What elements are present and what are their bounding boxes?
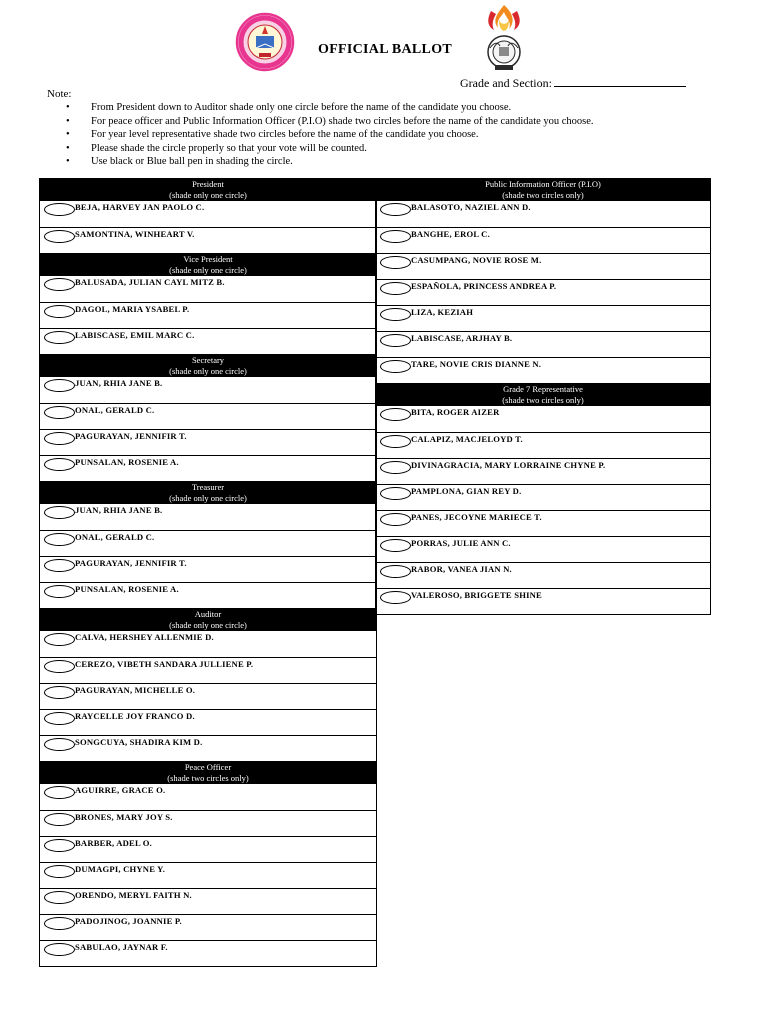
section-header-public-information-officer-p-i-o xyxy=(376,178,710,201)
ballot-right-column xyxy=(375,178,711,615)
section-header-vice-president xyxy=(40,253,376,276)
candidate-name: ORENDO, MERYL FAITH N. xyxy=(75,890,192,900)
vote-oval[interactable] xyxy=(44,230,75,243)
vote-oval[interactable] xyxy=(380,256,411,269)
vote-oval[interactable] xyxy=(380,282,411,295)
candidate-row xyxy=(40,429,376,455)
candidate-row xyxy=(40,683,376,709)
candidate-row xyxy=(376,432,710,458)
candidate-name: CALAPIZ, MACJELOYD T. xyxy=(411,434,523,444)
candidate-name: BANGHE, EROL C. xyxy=(411,229,490,239)
vote-oval[interactable] xyxy=(44,660,75,673)
vote-oval[interactable] xyxy=(380,408,411,421)
candidate-name: DUMAGPI, CHYNE Y. xyxy=(75,864,166,874)
candidate-row xyxy=(376,536,710,562)
candidate-name: BALUSADA, JULIAN CAYL MITZ B. xyxy=(75,277,225,287)
candidate-name: TARE, NOVIE CRIS DIANNE N. xyxy=(411,359,542,369)
section-title: Treasurer xyxy=(191,482,225,492)
candidate-name: PAGURAYAN, MICHELLE O. xyxy=(75,685,196,695)
candidate-row xyxy=(40,836,376,862)
candidate-row xyxy=(376,227,710,253)
notes-list xyxy=(66,101,594,169)
vote-oval[interactable] xyxy=(44,533,75,546)
candidate-name: CALVA, HERSHEY ALLENMIE D. xyxy=(75,632,214,642)
ballot-title: OFFICIAL BALLOT xyxy=(318,42,453,57)
section-instruction: (shade two circles only) xyxy=(502,394,584,405)
candidate-name: SABULAO, JAYNAR F. xyxy=(75,942,168,952)
candidate-row xyxy=(40,556,376,582)
grade-and-section-blank[interactable] xyxy=(554,75,686,87)
candidate-row xyxy=(40,328,376,354)
section-instruction: (shade only one circle) xyxy=(169,365,247,376)
candidate-name: PAGURAYAN, JENNIFIR T. xyxy=(75,558,187,568)
vote-oval[interactable] xyxy=(44,406,75,419)
candidate-row xyxy=(40,377,376,403)
note-item: • Please shade the circle properly so that your vote will be counted. xyxy=(66,142,594,156)
candidate-name: PORRAS, JULIE ANN C. xyxy=(411,538,511,548)
candidate-row xyxy=(40,940,376,966)
vote-oval[interactable] xyxy=(380,487,411,500)
candidate-row xyxy=(40,227,376,253)
candidate-name: CEREZO, VIBETH SANDARA JULLIENE P. xyxy=(75,659,254,669)
candidate-name: DAGOL, MARIA YSABEL P. xyxy=(75,304,190,314)
candidate-row xyxy=(376,458,710,484)
note-item: • For peace officer and Public Information Officer (P.I.O) shade two circles before the name of the candidate you choose. xyxy=(66,115,594,129)
candidate-row xyxy=(40,302,376,328)
note-item: • For year level representative shade two circles before the name of the candidate you choose. xyxy=(66,128,594,142)
vote-oval[interactable] xyxy=(44,813,75,826)
candidate-row xyxy=(40,735,376,761)
candidate-row xyxy=(40,657,376,683)
candidate-row xyxy=(376,510,710,536)
section-instruction: (shade only one circle) xyxy=(169,619,247,630)
candidate-name: SAMONTINA, WINHEART V. xyxy=(75,229,195,239)
section-header-secretary xyxy=(40,354,376,377)
candidate-row xyxy=(376,305,710,331)
candidate-row xyxy=(376,253,710,279)
candidate-name: PUNSALAN, ROSENIE A. xyxy=(75,584,179,594)
candidate-row xyxy=(40,914,376,940)
vote-oval[interactable] xyxy=(44,585,75,598)
candidate-name: PANES, JECOYNE MARIECE T. xyxy=(411,512,542,522)
candidate-name: JUAN, RHIA JANE B. xyxy=(75,378,163,388)
candidate-row xyxy=(376,279,710,305)
grade-and-section-field[interactable] xyxy=(460,75,686,91)
vote-oval[interactable] xyxy=(380,435,411,448)
vote-oval[interactable] xyxy=(44,203,75,216)
candidate-row xyxy=(40,784,376,810)
section-title: Public Information Officer (P.I.O) xyxy=(485,179,601,189)
section-instruction: (shade two circles only) xyxy=(502,189,584,200)
candidate-row xyxy=(40,455,376,481)
note-item: • From President down to Auditor shade only one circle before the name of the candidate you choose. xyxy=(66,101,594,115)
candidate-name: PUNSALAN, ROSENIE A. xyxy=(75,457,179,467)
candidate-name: LABISCASE, EMIL MARC C. xyxy=(75,330,195,340)
candidate-name: LIZA, KEZIAH xyxy=(411,307,474,317)
vote-oval[interactable] xyxy=(44,379,75,392)
vote-oval[interactable] xyxy=(44,891,75,904)
candidate-row xyxy=(376,562,710,588)
section-instruction: (shade only one circle) xyxy=(169,264,247,275)
vote-oval[interactable] xyxy=(44,917,75,930)
candidate-row xyxy=(40,582,376,608)
vote-oval[interactable] xyxy=(44,712,75,725)
candidate-name: ESPAÑOLA, PRINCESS ANDREA P. xyxy=(411,281,557,291)
candidate-name: AGUIRRE, GRACE O. xyxy=(75,785,166,795)
vote-oval[interactable] xyxy=(44,559,75,572)
candidate-row xyxy=(40,403,376,429)
candidate-name: ONAL, GERALD C. xyxy=(75,405,155,415)
candidate-name: VALEROSO, BRIGGETE SHINE xyxy=(411,590,542,600)
vote-oval[interactable] xyxy=(44,738,75,751)
vote-oval[interactable] xyxy=(44,786,75,799)
note-item: • Use black or Blue ball pen in shading the circle. xyxy=(66,155,594,169)
candidate-name: BALASOTO, NAZIEL ANN D. xyxy=(411,202,531,212)
section-header-peace-officer xyxy=(40,761,376,784)
candidate-name: CASUMPANG, NOVIE ROSE M. xyxy=(411,255,542,265)
vote-oval[interactable] xyxy=(380,334,411,347)
candidate-row xyxy=(376,484,710,510)
candidate-name: PADOJINOG, JOANNIE P. xyxy=(75,916,182,926)
section-title: Secretary xyxy=(191,355,225,365)
candidate-row xyxy=(40,504,376,530)
note-label: Note: xyxy=(47,88,72,100)
candidate-name: PAGURAYAN, JENNIFIR T. xyxy=(75,431,187,441)
candidate-row xyxy=(40,810,376,836)
vote-oval[interactable] xyxy=(44,686,75,699)
candidate-name: PAMPLONA, GIAN REY D. xyxy=(411,486,522,496)
candidate-row xyxy=(40,530,376,556)
section-instruction: (shade two circles only) xyxy=(167,772,249,783)
vote-oval[interactable] xyxy=(380,591,411,604)
section-title: Peace Officer xyxy=(184,762,232,772)
candidate-name: SONGCUYA, SHADIRA KIM D. xyxy=(75,737,203,747)
candidate-name: DIVINAGRACIA, MARY LORRAINE CHYNE P. xyxy=(411,460,606,470)
candidate-row xyxy=(40,631,376,657)
candidate-row xyxy=(40,862,376,888)
section-instruction: (shade only one circle) xyxy=(169,492,247,503)
vote-oval[interactable] xyxy=(44,432,75,445)
candidate-name: BITA, ROGER AIZER xyxy=(411,407,500,417)
vote-oval[interactable] xyxy=(44,839,75,852)
candidate-name: JUAN, RHIA JANE B. xyxy=(75,505,163,515)
section-header-president xyxy=(40,178,376,201)
vote-oval[interactable] xyxy=(44,331,75,344)
section-title: Auditor xyxy=(194,609,222,619)
section-header-treasurer xyxy=(40,481,376,504)
vote-oval[interactable] xyxy=(44,278,75,291)
section-title: President xyxy=(192,179,224,189)
candidate-row xyxy=(376,201,710,227)
candidate-name: BRONES, MARY JOY S. xyxy=(75,812,173,822)
candidate-name: BEJA, HARVEY JAN PAOLO C. xyxy=(75,202,205,212)
candidate-name: RAYCELLE JOY FRANCO D. xyxy=(75,711,195,721)
section-instruction: (shade only one circle) xyxy=(169,189,247,200)
vote-oval[interactable] xyxy=(44,506,75,519)
candidate-row xyxy=(376,331,710,357)
candidate-name: RABOR, VANEA JIAN N. xyxy=(411,564,512,574)
vote-oval[interactable] xyxy=(44,458,75,471)
candidate-name: LABISCASE, ARJHAY B. xyxy=(411,333,513,343)
vote-oval[interactable] xyxy=(380,360,411,373)
candidate-row xyxy=(40,888,376,914)
grade-and-section-label: Grade and Section: xyxy=(460,76,552,90)
candidate-row xyxy=(376,357,710,383)
vote-oval[interactable] xyxy=(380,539,411,552)
vote-oval[interactable] xyxy=(44,305,75,318)
section-title: Vice President xyxy=(183,254,233,264)
vote-oval[interactable] xyxy=(44,943,75,956)
candidate-name: ONAL, GERALD C. xyxy=(75,532,155,542)
vote-oval[interactable] xyxy=(380,461,411,474)
candidate-row xyxy=(40,276,376,302)
candidate-row xyxy=(376,406,710,432)
candidate-name: BARBER, ADEL O. xyxy=(75,838,153,848)
vote-oval[interactable] xyxy=(380,565,411,578)
school-torch-emblem-icon xyxy=(468,2,540,74)
section-header-auditor xyxy=(40,608,376,631)
section-title: Grade 7 Representative xyxy=(503,384,583,394)
ballot-left-column xyxy=(39,178,377,967)
vote-oval[interactable] xyxy=(44,865,75,878)
vote-oval[interactable] xyxy=(380,203,411,216)
vote-oval[interactable] xyxy=(380,513,411,526)
vote-oval[interactable] xyxy=(380,308,411,321)
candidate-row xyxy=(376,588,710,614)
vote-oval[interactable] xyxy=(380,230,411,243)
section-header-grade-7-representative xyxy=(376,383,710,406)
candidate-row xyxy=(40,201,376,227)
candidate-row xyxy=(40,709,376,735)
school-seal-icon xyxy=(229,12,301,72)
vote-oval[interactable] xyxy=(44,633,75,646)
